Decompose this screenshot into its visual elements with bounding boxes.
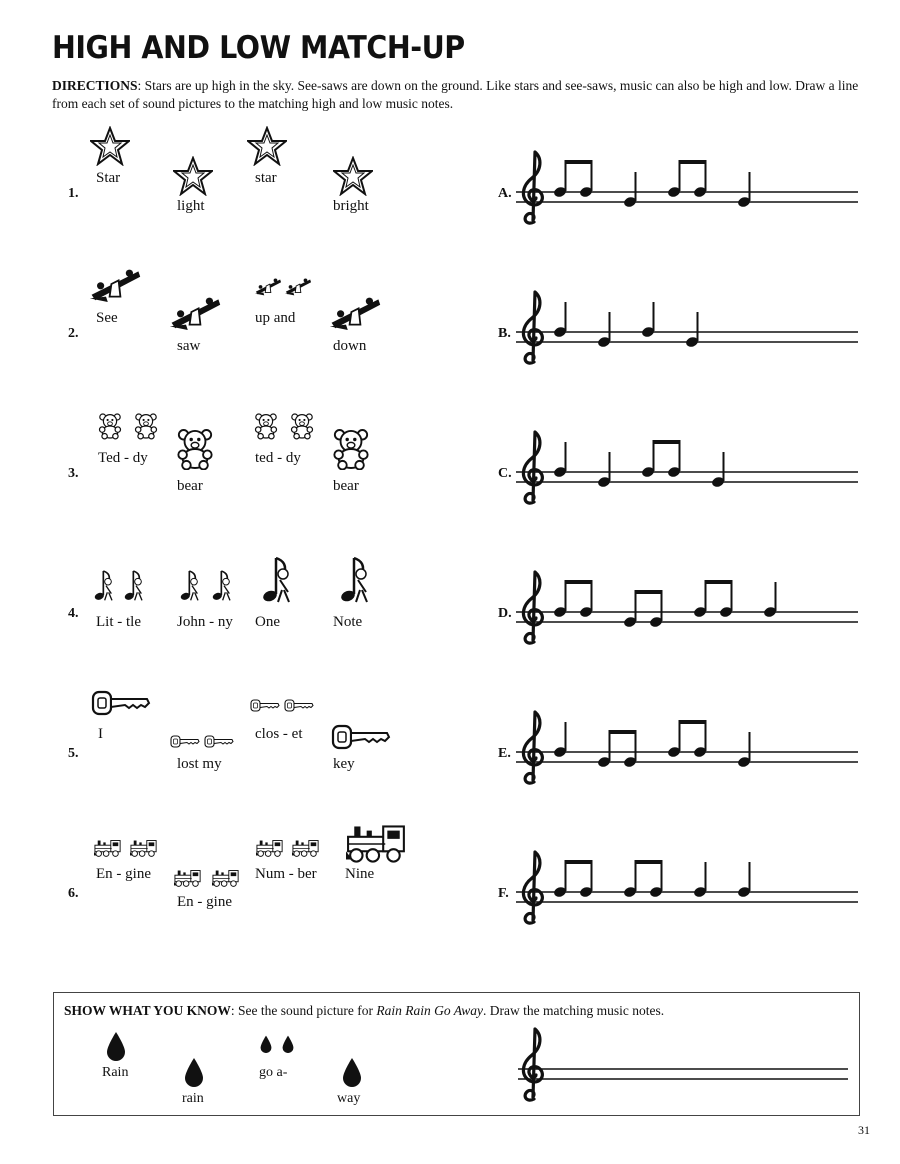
lyric-word: One [255,614,280,630]
music-staff-f [512,842,862,942]
lyric-word: Rain [102,1065,129,1080]
key-icon [330,722,392,752]
lyric-word: Lit - tle [96,614,141,630]
row-number: 5. [68,746,79,761]
lyric-word: bear [177,478,203,494]
lyric-word: bright [333,198,369,214]
raindrop-icon [260,1035,272,1053]
seesaw-icon [284,276,312,296]
raindrop-icon [106,1031,126,1061]
star-icon [173,156,213,196]
row-number: 6. [68,886,79,901]
key-icon [90,688,152,718]
key-icon [170,734,200,749]
train-engine-icon [174,868,202,888]
seesaw-icon [328,294,382,330]
lyric-word: John - ny [177,614,233,630]
match-row-4 [0,542,900,682]
star-icon [247,126,287,166]
treble-clef-icon [523,432,542,503]
lyric-word: go a- [259,1065,288,1080]
directions [52,77,862,113]
star-icon [90,126,130,166]
music-staff-b [512,282,862,382]
treble-clef-icon [523,712,542,783]
lyric-word: down [333,338,367,354]
music-note-character-icon [180,568,200,602]
music-note-character-icon [124,568,144,602]
option-letter: D. [498,606,512,621]
lyric-word: clos - et [255,726,303,742]
option-letter: C. [498,466,512,481]
train-engine-icon [256,838,284,858]
train-engine-icon [346,822,408,864]
key-icon [250,698,280,713]
lyric-word: Star [96,170,121,186]
teddy-bear-icon [98,412,122,440]
lyric-word: Note [333,614,363,630]
row-number: 4. [68,606,79,621]
show-what-you-know-label: SHOW WHAT YOU KNOW [64,1003,231,1018]
seesaw-icon [168,294,222,330]
train-engine-icon [130,838,158,858]
music-note-character-icon [212,568,232,602]
directions-text: : Stars are up high in the sky. See-saws are down on the ground. Like stars and see-saws, music can also be high and low. Draw a line from each set of sound pictures to the matching high and low music notes. [52,78,859,111]
raindrop-icon [342,1057,362,1087]
music-note-character-icon [94,568,114,602]
train-engine-icon [212,868,240,888]
option-letter: A. [498,186,512,201]
option-letter: F. [498,886,509,901]
lyric-word: See [96,310,118,326]
box-text-after: . Draw the matching music notes. [483,1003,665,1018]
teddy-bear-icon [332,428,370,470]
teddy-bear-icon [134,412,158,440]
lyric-word: Nine [345,866,375,882]
page-title: HIGH AND LOW MATCH-UP [52,30,465,66]
teddy-bear-icon [176,428,214,470]
lyric-word: star [255,170,277,186]
music-note-character-icon [262,554,292,604]
answer-staff[interactable] [514,1017,854,1107]
directions-label: DIRECTIONS [52,78,138,93]
lyric-word: Num - ber [255,866,317,882]
lyric-word: Ted - dy [98,450,148,466]
key-icon [204,734,234,749]
treble-clef-icon [523,292,542,363]
teddy-bear-icon [254,412,278,440]
music-note-character-icon [340,554,370,604]
lyric-word: key [333,756,355,772]
music-staff-c [512,422,862,522]
match-row-3 [0,402,900,542]
row-number: 1. [68,186,79,201]
treble-clef-icon [523,852,542,923]
raindrop-icon [184,1057,204,1087]
option-letter: B. [498,326,511,341]
seesaw-icon [254,276,282,296]
raindrop-icon [282,1035,294,1053]
music-staff-e [512,702,862,802]
box-text-before: : See the sound picture for [230,1003,377,1018]
lyric-word: light [177,198,205,214]
match-row-1 [0,122,900,262]
seesaw-icon [88,266,142,302]
star-icon [333,156,373,196]
music-staff-d [512,562,862,662]
lyric-word: I [98,726,103,742]
lyric-word: saw [177,338,201,354]
teddy-bear-icon [290,412,314,440]
match-row-5 [0,682,900,822]
music-staff-a [512,142,862,242]
lyric-word: rain [182,1091,204,1106]
lyric-word: lost my [177,756,222,772]
treble-clef-icon [523,152,542,223]
train-engine-icon [94,838,122,858]
train-engine-icon [292,838,320,858]
row-number: 3. [68,466,79,481]
key-icon [284,698,314,713]
show-what-you-know-box [53,992,860,1116]
lyric-word: bear [333,478,359,494]
page-number: 31 [858,1123,870,1137]
song-title: Rain Rain Go Away [376,1003,483,1018]
match-row-2 [0,262,900,402]
match-row-6 [0,822,900,962]
lyric-word: En - gine [96,866,151,882]
lyric-word: ted - dy [255,450,301,466]
lyric-word: up and [255,310,296,326]
option-letter: E. [498,746,511,761]
lyric-word: way [337,1091,361,1106]
lyric-word: En - gine [177,894,232,910]
treble-clef-icon [523,572,542,643]
row-number: 2. [68,326,79,341]
